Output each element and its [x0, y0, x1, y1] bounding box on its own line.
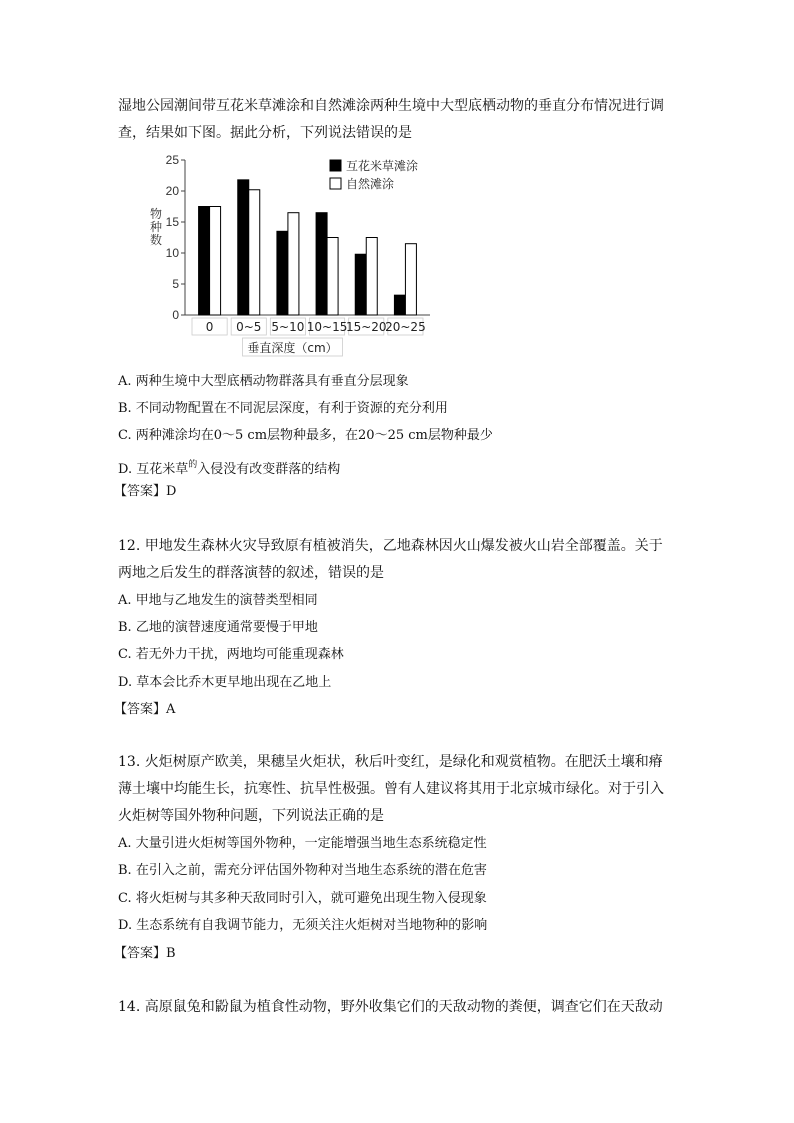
bar-natural: [405, 244, 416, 315]
y-tick-label: 10: [165, 246, 179, 260]
q12-answer: 【答案】A: [114, 702, 176, 717]
q12-option-a: A. 甲地与乙地发生的演替类型相同: [118, 593, 318, 608]
q12-option-d: D. 草本会比乔木更早地出现在乙地上: [118, 675, 332, 690]
legend-swatch: [330, 160, 341, 171]
q13-option-d: D. 生态系统有自我调节能力，无须关注火炬树对当地物种的影响: [118, 918, 488, 933]
q11-stem-line-2: 查，结果如下图。据此分析，下列说法错误的是: [118, 125, 412, 141]
q11-option-d-prefix: D. 互花米草: [118, 462, 189, 477]
q11-option-d-suffix: 入侵没有改变群落的结构: [197, 462, 341, 477]
x-tick-label: 5~10: [271, 320, 305, 334]
bar-natural: [366, 238, 377, 316]
bar-natural: [210, 207, 221, 316]
q12-option-c: C. 若无外力干扰，两地均可能重现森林: [118, 647, 344, 662]
q12-option-b: B. 乙地的演替速度通常要慢于甲地: [118, 620, 318, 635]
y-tick-label: 0: [172, 308, 179, 322]
legend-label: 互花米草滩涂: [346, 159, 419, 173]
q11-option-c: C. 两种滩涂均在0～5 cm层物种最多，在20～25 cm层物种最少: [118, 428, 493, 443]
depth-species-bar-chart: [140, 150, 430, 358]
y-tick-label: 5: [172, 277, 179, 291]
q12-stem-line-2: 两地之后发生的群落演替的叙述，错误的是: [118, 565, 384, 581]
bar-spartina: [355, 254, 366, 315]
bar-spartina: [277, 231, 288, 315]
y-tick-label: 15: [165, 215, 179, 229]
q14-stem-line-1: 14. 高原鼠兔和鼢鼠为植食性动物，野外收集它们的天敌动物的粪便，调查它们在天敌动: [118, 999, 663, 1015]
legend-label: 自然滩涂: [346, 177, 395, 191]
q13-stem-line-3: 火炬树等国外物种问题，下列说法正确的是: [118, 808, 384, 824]
q13-stem-line-1: 13. 火炬树原产欧美，果穗呈火炬状，秋后叶变红，是绿化和观赏植物。在肥沃土壤和瘠: [118, 754, 663, 770]
x-tick-label: 10~15: [306, 320, 348, 334]
bar-spartina: [316, 213, 327, 315]
bar-natural: [327, 238, 338, 316]
q11-option-d: [118, 456, 340, 479]
q13-option-c: C. 将火炬树与其多种天敌同时引入，就可避免出现生物入侵现象: [118, 891, 487, 906]
x-tick-label: 15~20: [345, 320, 387, 334]
q11-option-a: A. 两种生境中大型底栖动物群落具有垂直分层现象: [118, 374, 409, 389]
q13-option-a: A. 大量引进火炬树等国外物种，一定能增强当地生态系统稳定性: [118, 836, 487, 851]
x-axis-label: 垂直深度（cm）: [247, 341, 338, 355]
q11-option-d-sup: 的: [188, 460, 198, 470]
y-tick-label: 25: [165, 153, 179, 167]
y-axis-label: 物种数: [150, 207, 163, 247]
x-tick-label: 0~5: [236, 320, 262, 334]
bar-spartina: [238, 180, 249, 315]
q13-stem-line-2: 薄土壤中均能生长，抗寒性、抗旱性极强。曾有人建议将其用于北京城市绿化。对于引入: [118, 781, 664, 797]
x-tick-label: 0: [205, 320, 214, 334]
q13-option-b: B. 在引入之前，需充分评估国外物种对当地生态系统的潜在危害: [118, 863, 487, 878]
x-tick-label: 20~25: [385, 320, 426, 334]
bar-natural: [249, 190, 260, 315]
bar-natural: [288, 213, 299, 315]
q11-answer: 【答案】D: [114, 484, 177, 499]
legend-swatch: [330, 178, 341, 189]
q11-option-b: B. 不同动物配置在不同泥层深度，有利于资源的充分利用: [118, 401, 448, 416]
y-tick-label: 20: [165, 184, 179, 198]
bar-spartina: [394, 295, 405, 315]
q11-stem-line-1: 湿地公园潮间带互花米草滩涂和自然滩涂两种生境中大型底栖动物的垂直分布情况进行调: [118, 98, 664, 114]
q13-answer: 【答案】B: [114, 946, 176, 961]
q12-stem-line-1: 12. 甲地发生森林火灾导致原有植被消失，乙地森林因火山爆发被火山岩全部覆盖。关于: [118, 538, 663, 554]
bar-spartina: [199, 207, 210, 316]
